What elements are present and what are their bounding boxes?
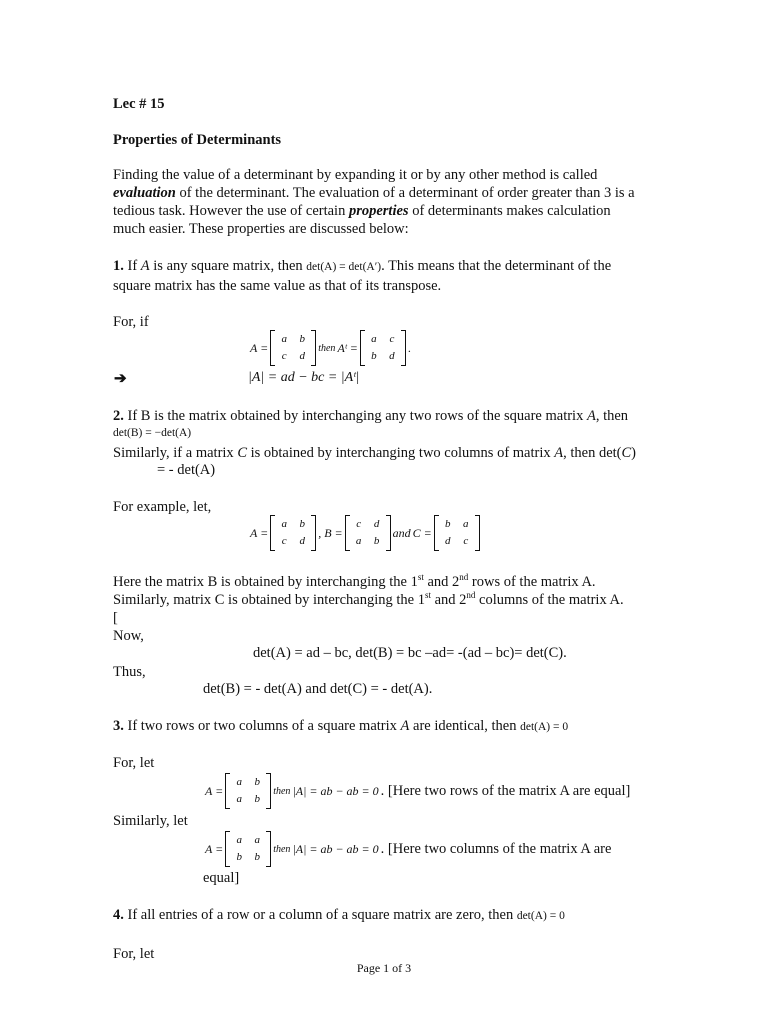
prop3-formula: det(A) = 0 (520, 721, 569, 733)
prop3-ex2-note-2: equal] (203, 870, 240, 886)
prop4-for-let: For, let (113, 946, 155, 962)
prop2-bracket: [ (113, 610, 118, 626)
prop2-number: 2. (113, 408, 124, 424)
prop2-sim2: is obtained by interchanging two columns of matrix (246, 445, 555, 461)
prop2-thus-equation: det(B) = - det(A) and det(C) = - det(A). (203, 681, 433, 697)
prop1-lhs: A = (250, 340, 269, 355)
prop4-formula: det(A) = 0 (516, 910, 565, 922)
prop3-then-1: then (273, 785, 291, 797)
prop2-sim3: , then det( (563, 445, 622, 461)
matrix-transpose: a c b d (360, 330, 406, 366)
matrix-c: b a d c (434, 515, 480, 551)
prop2-thus: Thus, (113, 664, 146, 680)
prop1-formula: det(A) = det(A′) (306, 261, 382, 273)
intro-line-1: Finding the value of a determinant by expanding it or by any other method is called (113, 167, 598, 183)
prop2-t1: If B is the matrix obtained by interchanging any two rows of the square matrix (123, 408, 587, 424)
prop2-t1-end: , then (595, 408, 629, 424)
prop2-here-1: Here the matrix B is obtained by interchanging the 1st and 2nd rows of the matrix A. (113, 572, 596, 590)
matrix-a: a b c d (270, 515, 316, 551)
prop1-number: 1. (113, 258, 124, 274)
intro-line-2 (113, 184, 635, 202)
prop1-t3: . This means that the determinant of the (381, 258, 612, 274)
prop3-statement (113, 717, 568, 736)
prop3-example-2 (205, 831, 613, 867)
prop2-sim1: Similarly, if a matrix (113, 445, 238, 461)
intro-line-4: much easier. These properties are discussed below: (113, 221, 409, 237)
prop4-statement (113, 906, 565, 925)
matrix-ab-cd: a b c d (270, 330, 316, 366)
prop4-number: 4. (113, 907, 124, 923)
prop4-t1: If all entries of a row or a column of a square matrix are zero, then (123, 907, 517, 923)
intro-line-3-a: tedious task. However the use of certain (113, 203, 349, 219)
prop2-now: Now, (113, 628, 144, 644)
prop2-statement (113, 407, 628, 425)
prop3-then-2: then (273, 843, 291, 855)
prop1-t2: is any square matrix, then (149, 258, 307, 274)
prop1-t1: If (123, 258, 141, 274)
prop1-var: A (140, 258, 150, 274)
prop1-result: |A| = ad − bc = |Aᵗ| (248, 370, 360, 385)
term-properties: properties (348, 203, 409, 219)
prop2-similarly (113, 444, 636, 462)
prop2-here-2: Similarly, matrix C is obtained by interchanging the 1st and 2nd columns of the matrix A. (113, 590, 624, 608)
matrix-b: c d a b (345, 515, 391, 551)
intro-line-3-b: of determinants makes calculation (408, 203, 611, 219)
prop3-number: 3. (113, 718, 124, 734)
prop2-matrix-equation (250, 515, 482, 551)
prop2-b-label: , B = (318, 525, 343, 540)
prop3-ex2-det: |A| = ab − ab = 0 (292, 841, 379, 856)
prop2-now-equation: det(A) = ad – bc, det(B) = bc –ad= -(ad – bc)= det(C). (253, 645, 567, 661)
prop3-ex2-note: . [Here two columns of the matrix A are (380, 840, 612, 857)
page-footer: Page 1 of 3 (356, 961, 412, 975)
page-title: Properties of Determinants (113, 132, 282, 148)
prop1-line2: square matrix has the same value as that of its transpose. (113, 278, 442, 294)
prop2-sim-a: A (554, 445, 564, 461)
prop3-t1: If two rows or two columns of a square matrix (123, 718, 401, 734)
prop3-var: A (400, 718, 410, 734)
prop3-ex1-det: |A| = ab − ab = 0 (292, 783, 379, 798)
term-evaluation: evaluation (113, 185, 176, 201)
prop2-and: and (392, 525, 411, 540)
prop1-matrix-equation: A = a b c d then Aᵗ = a c b d . (250, 330, 413, 366)
intro-line-3 (113, 202, 611, 220)
prop2-c-label: C = (412, 525, 432, 540)
arrow-icon: ➔ (114, 371, 127, 387)
prop2-sim-c2: C (621, 445, 632, 461)
prop3-example-1 (205, 773, 632, 809)
prop3-a-label-1: A = (205, 783, 224, 798)
prop2-sim-c: C (237, 445, 247, 461)
prop1-for-if: For, if (113, 314, 149, 330)
prop2-formula: det(B) = −det(A) (113, 427, 192, 439)
prop3-for-let: For, let (113, 755, 155, 771)
prop1-then: then (318, 342, 336, 354)
prop2-similarly-line2: = - det(A) (157, 462, 216, 478)
prop3-a-label-2: A = (205, 841, 224, 856)
prop2-example: For example, let, (113, 499, 212, 515)
prop3-ex1-note: . [Here two rows of the matrix A are equal] (380, 782, 631, 799)
prop1-rhs: Aᵗ = (337, 340, 358, 355)
prop3-t2: are identical, then (409, 718, 521, 734)
matrix-equal-columns: a a b b (225, 831, 271, 867)
prop2-a-label: A = (250, 525, 269, 540)
prop2-sim4: ) (631, 445, 637, 461)
matrix-equal-rows: a b a b (225, 773, 271, 809)
intro-line-2-rest: of the determinant. The evaluation of a determinant of order greater than 3 is a (175, 185, 635, 201)
prop1-statement (113, 257, 611, 276)
lecture-number: Lec # 15 (113, 96, 165, 112)
prop2-var: A (586, 408, 596, 424)
prop3-similarly: Similarly, let (113, 813, 188, 829)
